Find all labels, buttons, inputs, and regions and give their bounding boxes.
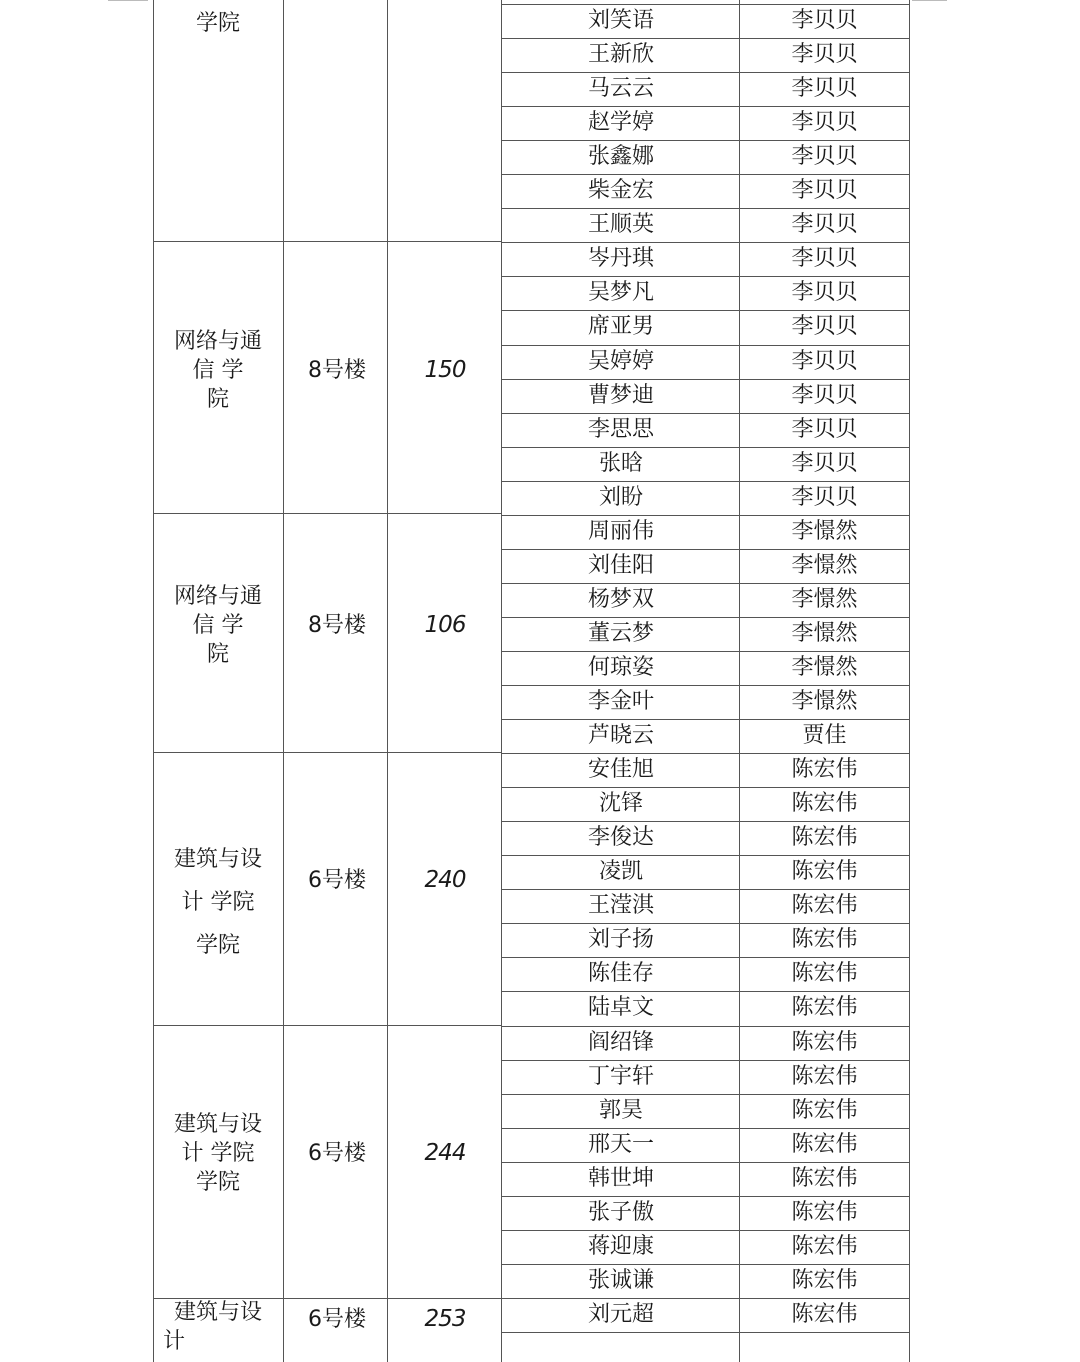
building-cell: 8号楼 — [308, 612, 366, 638]
building-cell: 8号楼 — [308, 357, 366, 383]
room-number-cell: 240 — [424, 867, 466, 894]
mentor-name-cell: 陈宏伟 — [791, 791, 858, 817]
table-row — [503, 242, 909, 276]
college-name-cell — [153, 838, 283, 967]
college-name-cell — [153, 9, 283, 38]
college-name-cell — [153, 1110, 283, 1197]
student-name-cell: 张诚谦 — [587, 1267, 654, 1293]
mentor-name-cell: 陈宏伟 — [791, 825, 858, 851]
student-name-cell: 刘盼 — [598, 484, 643, 510]
mentor-name-cell: 陈宏伟 — [791, 1131, 858, 1157]
table-row — [503, 889, 909, 923]
student-name-cell: 柴金宏 — [587, 178, 654, 204]
student-name-cell: 张子傲 — [587, 1199, 654, 1225]
room-number-cell: 253 — [424, 1305, 466, 1332]
room-number-cell: 106 — [424, 611, 466, 638]
table-row — [503, 583, 909, 617]
page-corner-mark — [912, 0, 947, 1]
mentor-name-cell: 李憬然 — [791, 518, 858, 544]
college-name-line: 计 学院 — [181, 1141, 255, 1167]
table-row — [503, 1162, 909, 1196]
table-row — [503, 1128, 909, 1162]
mentor-name-cell: 陈宏伟 — [791, 1199, 858, 1225]
student-name-cell: 吴婷婷 — [587, 348, 654, 374]
college-name-line: 网络与通 — [173, 584, 262, 610]
college-name-line: 学院 — [195, 932, 240, 958]
mentor-name-cell: 李贝贝 — [791, 42, 858, 68]
student-name-cell: 安佳旭 — [587, 757, 654, 783]
mentor-name-cell: 陈宏伟 — [791, 859, 858, 885]
table-row — [503, 1264, 909, 1298]
group-cell — [153, 1026, 501, 1298]
student-name-cell: 韩世坤 — [587, 1165, 654, 1191]
student-name-cell: 李金叶 — [587, 689, 654, 714]
student-name-cell: 席亚男 — [587, 314, 654, 340]
table-row — [503, 957, 909, 991]
grid-vertical-line — [909, 0, 910, 1362]
student-name-cell: 王新欣 — [587, 42, 654, 68]
mentor-name-cell: 李贝贝 — [791, 110, 858, 136]
student-name-cell: 吴梦凡 — [587, 280, 654, 306]
table-row — [503, 685, 909, 719]
student-name-cell: 张晗 — [598, 450, 643, 476]
page-corner-mark — [108, 0, 148, 1]
mentor-name-cell: 陈宏伟 — [791, 1063, 858, 1089]
student-name-cell: 岑丹琪 — [587, 246, 654, 272]
table-row — [503, 719, 909, 753]
student-name-cell: 芦晓云 — [587, 723, 654, 749]
college-name-line: 信 学 — [192, 358, 244, 384]
table-row — [503, 651, 909, 685]
table-row — [503, 991, 909, 1025]
room-number-cell: 150 — [424, 356, 466, 383]
table-row — [503, 38, 909, 72]
table-row — [503, 379, 909, 413]
table-row — [503, 549, 909, 583]
mentor-name-cell: 李贝贝 — [791, 416, 858, 442]
college-name-line: 建筑与设 — [173, 1112, 262, 1138]
mentor-name-cell: 李贝贝 — [791, 8, 858, 33]
student-name-cell: 杨梦双 — [587, 586, 654, 612]
group-cell — [153, 4, 501, 242]
table-row — [503, 787, 909, 821]
college-name-line: 计 — [163, 1328, 186, 1354]
college-name-line: 院 — [206, 642, 229, 668]
college-name-cell — [153, 327, 283, 414]
student-name-cell: 李俊达 — [587, 825, 654, 851]
table-row — [503, 174, 909, 208]
table-row — [503, 447, 909, 481]
table-row — [503, 617, 909, 651]
mentor-name-cell: 李憬然 — [791, 689, 858, 714]
student-name-cell: 刘佳阳 — [587, 552, 654, 578]
mentor-name-cell: 陈宏伟 — [791, 1267, 858, 1293]
student-name-cell: 凌凯 — [598, 859, 643, 885]
grid-row-line — [501, 1332, 909, 1333]
mentor-name-cell: 陈宏伟 — [791, 927, 858, 953]
table-row — [503, 515, 909, 549]
college-name-line: 建筑与设 — [173, 1299, 262, 1325]
table-row — [503, 345, 909, 379]
group-cell — [153, 242, 501, 514]
college-name-line: 网络与通 — [173, 329, 262, 355]
mentor-name-cell: 李贝贝 — [791, 484, 858, 510]
college-name-line: 学院 — [195, 1170, 240, 1196]
college-name-line: 院 — [206, 387, 229, 413]
college-name-line: 建筑与设 — [173, 846, 262, 872]
student-name-cell: 刘笑语 — [587, 8, 654, 33]
table-row — [503, 821, 909, 855]
student-name-cell: 何琼姿 — [587, 654, 654, 680]
student-name-cell: 邢天一 — [587, 1131, 654, 1157]
mentor-name-cell: 李贝贝 — [791, 212, 858, 238]
mentor-name-cell: 李贝贝 — [791, 280, 858, 306]
mentor-name-cell: 陈宏伟 — [791, 893, 858, 919]
mentor-name-cell: 李贝贝 — [791, 382, 858, 408]
table-row — [503, 276, 909, 310]
table-row — [503, 1094, 909, 1128]
table-row — [503, 855, 909, 889]
student-name-cell: 曹梦迪 — [587, 382, 654, 408]
building-cell: 6号楼 — [308, 1140, 366, 1166]
student-name-cell: 蒋迎康 — [587, 1233, 654, 1259]
student-name-cell: 沈铎 — [598, 791, 643, 817]
building-cell: 6号楼 — [308, 1306, 366, 1332]
mentor-name-cell: 李贝贝 — [791, 76, 858, 102]
group-cell — [153, 753, 501, 1025]
table-row — [503, 1026, 909, 1060]
student-name-cell: 董云梦 — [587, 620, 654, 646]
student-name-cell: 陈佳存 — [587, 961, 654, 987]
student-name-cell: 张鑫娜 — [587, 144, 654, 170]
college-name-cell — [153, 1298, 283, 1356]
group-cell — [153, 1298, 501, 1354]
table-row — [503, 1230, 909, 1264]
table-row — [503, 72, 909, 106]
table-row — [503, 413, 909, 447]
mentor-name-cell: 李憬然 — [791, 586, 858, 612]
table-row — [503, 310, 909, 344]
mentor-name-cell: 陈宏伟 — [791, 995, 858, 1021]
room-number-cell: 244 — [424, 1139, 466, 1166]
mentor-name-cell: 陈宏伟 — [791, 1165, 858, 1191]
college-name-line: 信 学 — [192, 613, 244, 639]
group-cell — [153, 515, 501, 753]
mentor-name-cell: 陈宏伟 — [791, 961, 858, 987]
college-name-cell — [153, 582, 283, 669]
student-name-cell: 王顺英 — [587, 212, 654, 238]
mentor-name-cell: 陈宏伟 — [791, 1097, 858, 1123]
student-name-cell: 刘元超 — [587, 1301, 654, 1327]
student-name-cell: 郭昊 — [598, 1097, 643, 1123]
mentor-name-cell: 李贝贝 — [791, 178, 858, 204]
student-name-cell: 马云云 — [587, 76, 654, 102]
mentor-name-cell: 陈宏伟 — [791, 1029, 858, 1055]
mentor-name-cell: 李憬然 — [791, 552, 858, 578]
grid-vertical-line — [501, 0, 502, 1362]
student-name-cell: 刘子扬 — [587, 927, 654, 953]
mentor-name-cell: 李憬然 — [791, 620, 858, 646]
student-name-cell: 李思思 — [587, 416, 654, 442]
table-row — [503, 1196, 909, 1230]
table-row — [503, 923, 909, 957]
mentor-name-cell: 贾佳 — [802, 723, 847, 749]
student-name-cell: 王滢淇 — [587, 893, 654, 919]
mentor-name-cell: 李贝贝 — [791, 246, 858, 272]
table-row — [503, 4, 909, 38]
building-cell: 6号楼 — [308, 868, 366, 894]
table-row — [503, 481, 909, 515]
table-row — [503, 1060, 909, 1094]
student-name-cell: 周丽伟 — [587, 518, 654, 544]
table-row — [503, 208, 909, 242]
student-name-cell: 丁宇轩 — [587, 1063, 654, 1089]
mentor-name-cell: 陈宏伟 — [791, 1301, 858, 1327]
mentor-name-cell: 李贝贝 — [791, 144, 858, 170]
mentor-name-cell: 李贝贝 — [791, 314, 858, 340]
table-row — [503, 1298, 909, 1332]
student-name-cell: 陆卓文 — [587, 995, 654, 1021]
mentor-name-cell: 李贝贝 — [791, 348, 858, 374]
mentor-name-cell: 李贝贝 — [791, 450, 858, 476]
table-row — [503, 753, 909, 787]
table-row — [503, 106, 909, 140]
student-name-cell: 阎绍锋 — [587, 1029, 654, 1055]
table-row — [503, 140, 909, 174]
college-name-line: 计 学院 — [181, 889, 255, 915]
mentor-name-cell: 陈宏伟 — [791, 1233, 858, 1259]
mentor-name-cell: 李憬然 — [791, 654, 858, 680]
student-name-cell: 赵学婷 — [587, 110, 654, 136]
mentor-name-cell: 陈宏伟 — [791, 757, 858, 783]
college-name-line: 学院 — [195, 11, 240, 36]
